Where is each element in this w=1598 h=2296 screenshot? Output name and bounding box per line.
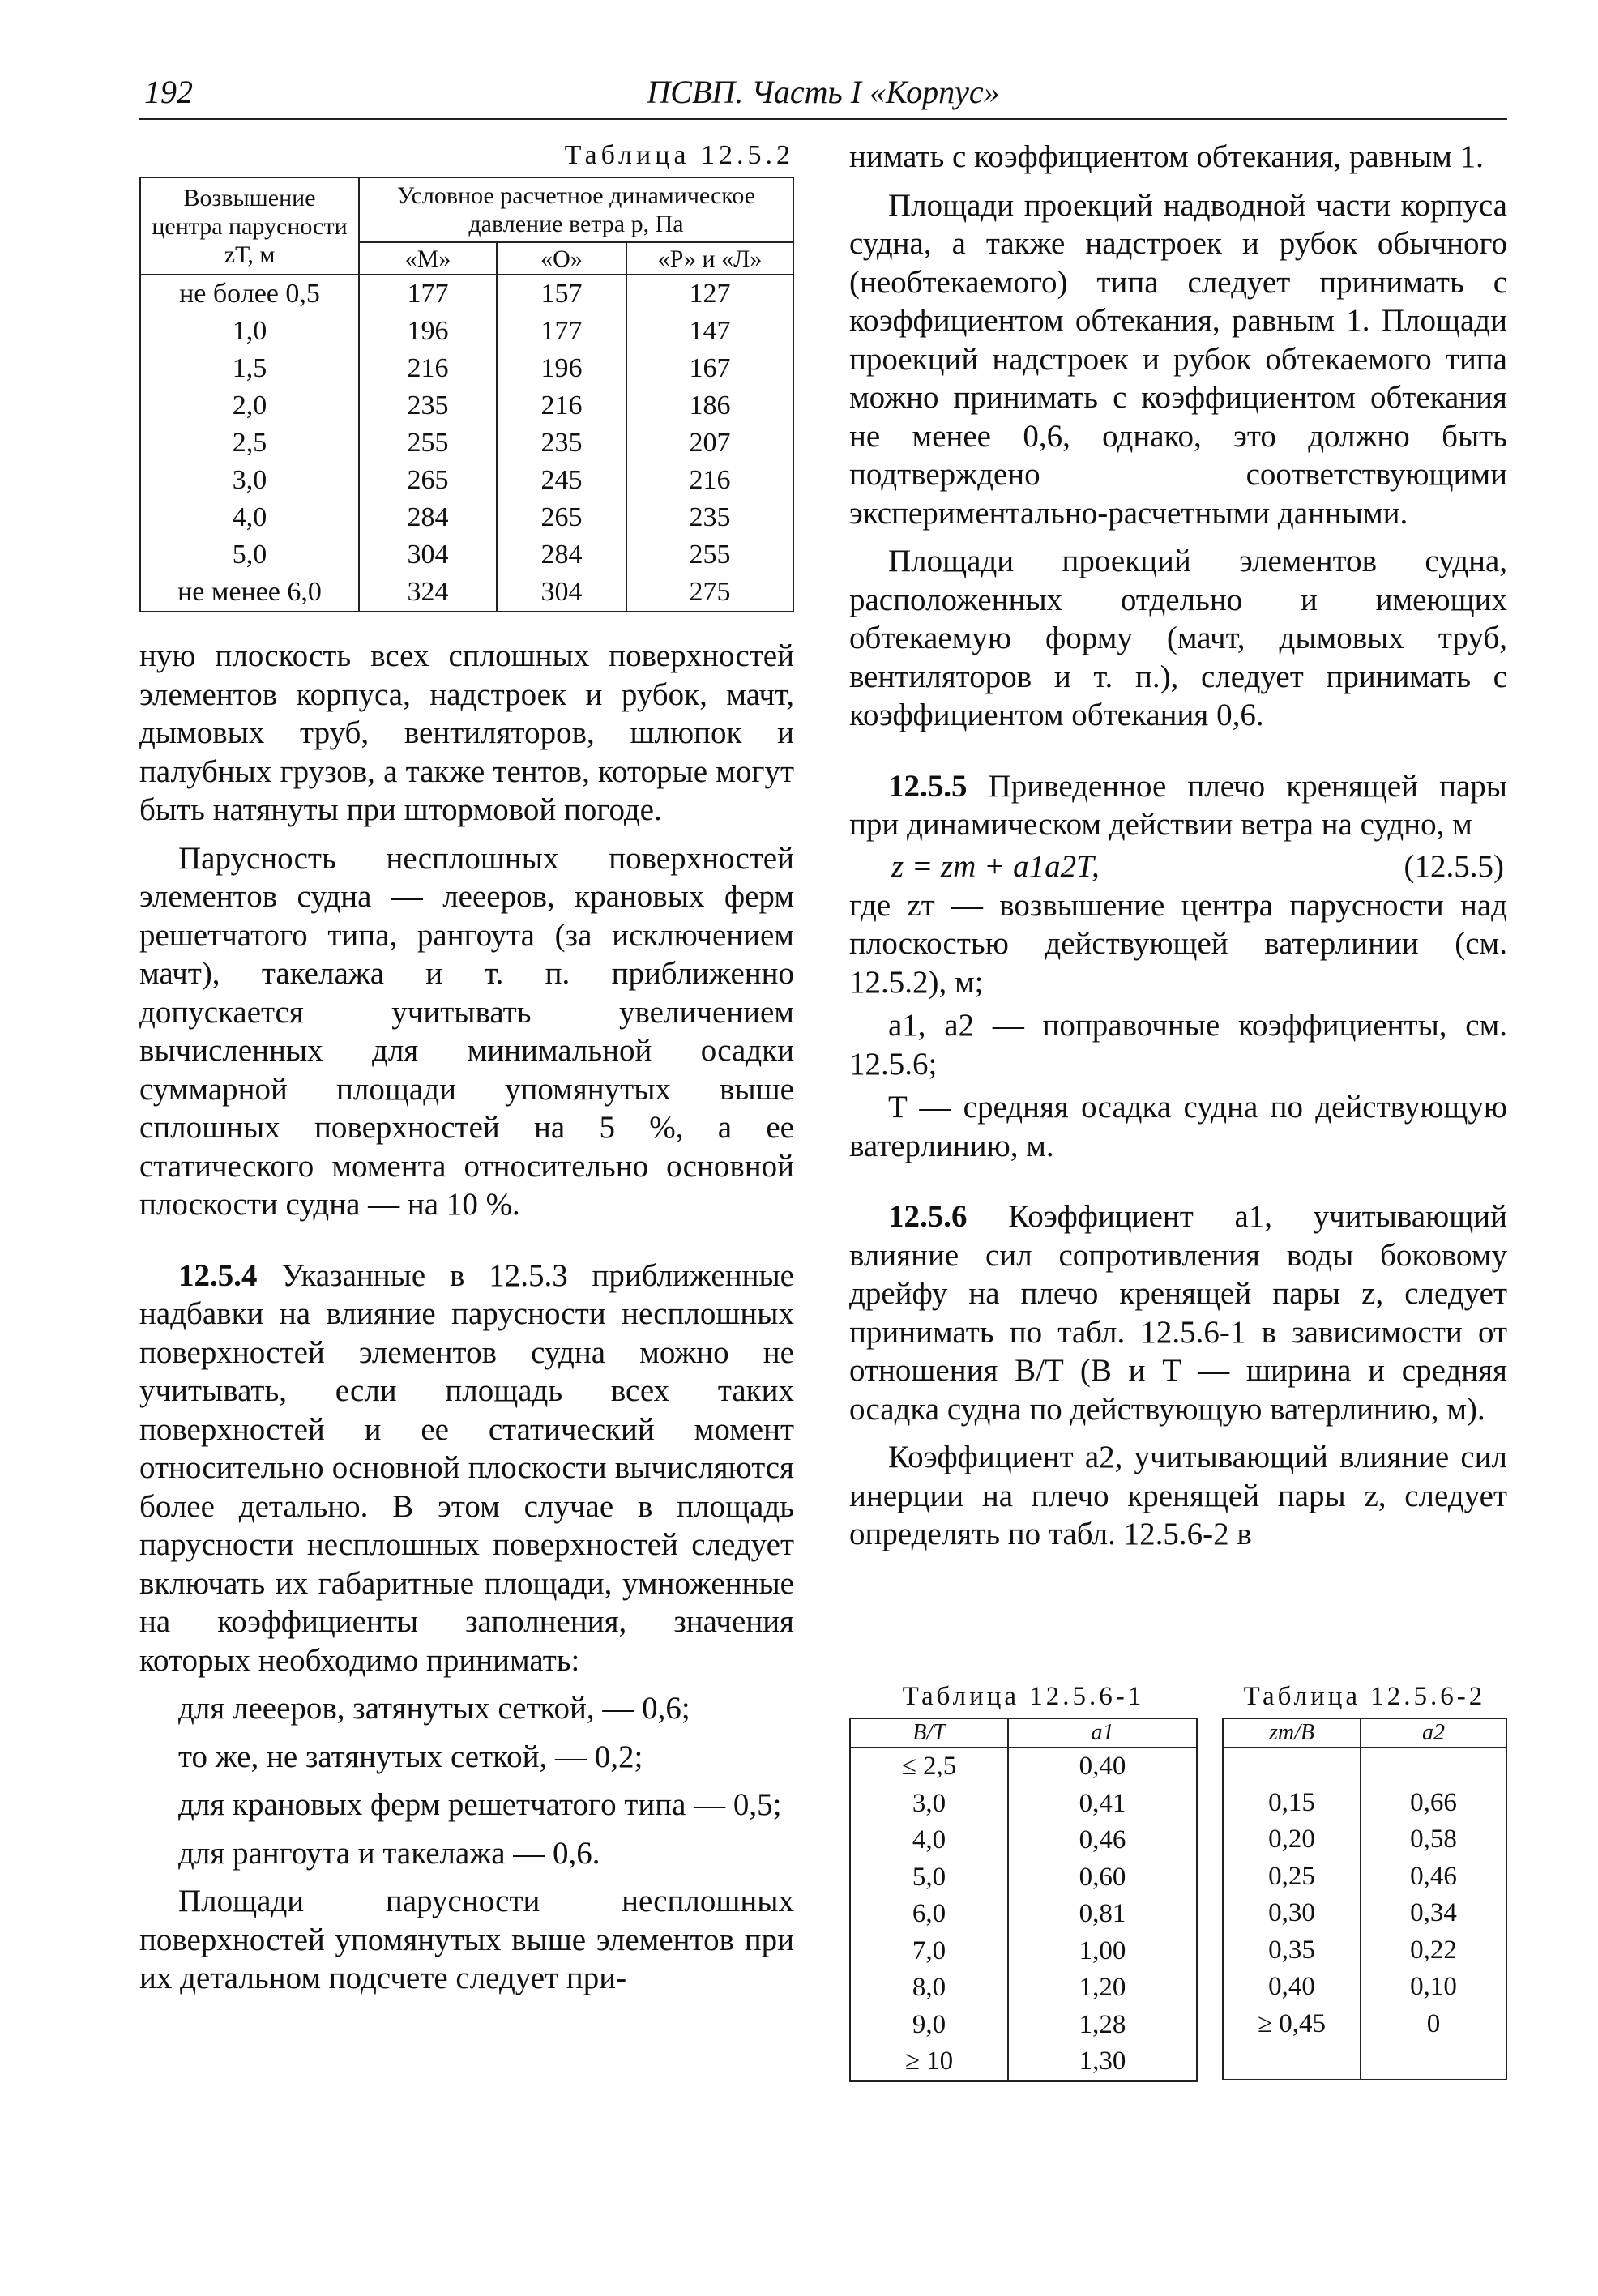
table-cell: 0,20 bbox=[1223, 1821, 1361, 1859]
right-paragraph-3: Площади проекций элементов судна, расположенных отдельно и имеющих обтекаемую форму (мачт, дымовых труб, вентиляторов и т. п.), следует принимать с коэффициентом обтекания 0,6. bbox=[849, 544, 1507, 732]
table-cell: 1,5 bbox=[140, 350, 359, 387]
table-row bbox=[850, 1748, 1197, 1786]
table-cell bbox=[1223, 1748, 1361, 1785]
table-row bbox=[1223, 1859, 1506, 1896]
table-row bbox=[850, 1970, 1197, 2007]
table-cell: 0,41 bbox=[1008, 1786, 1197, 1823]
table-cell: 1,0 bbox=[140, 313, 359, 350]
table-cell: 0,66 bbox=[1361, 1785, 1506, 1822]
table-12-5-6-1-caption: Таблица 12.5.6-1 bbox=[902, 1682, 1145, 1711]
table-row bbox=[140, 387, 793, 425]
table-cell: 1,30 bbox=[1008, 2043, 1197, 2081]
table-12-5-2 bbox=[139, 177, 794, 612]
left-paragraph-1: ную плоскость всех сплошных поверхностей элементов корпуса, надстроек и рубок, мачт, дымовых труб, вентиляторов, шлюпок и палубных грузов, а также тентов, которые могут быть натянуты при штормовой погоде. bbox=[139, 638, 794, 827]
table-cell: 2,5 bbox=[140, 425, 359, 462]
table-row bbox=[850, 2007, 1197, 2044]
table-row bbox=[1223, 1785, 1506, 1822]
table-12-5-6-2-block bbox=[1222, 1679, 1507, 2080]
right-paragraph-a2: Коэффициент a2, учитывающий влияние сил инерции на плечо кренящей пары z, следует определять по табл. 12.5.6-2 в bbox=[849, 1440, 1507, 1551]
table-cell: 284 bbox=[497, 536, 626, 574]
table-cell: 304 bbox=[359, 536, 497, 574]
where-definition-zt: где zт — возвышение центра парусности над плоскостью действующей ватерлинии (см. 12.5.2), м; bbox=[849, 887, 1507, 1000]
list-item: для рангоута и такелажа — 0,6. bbox=[178, 1835, 600, 1871]
table-row bbox=[850, 1822, 1197, 1859]
table-cell: 235 bbox=[359, 387, 497, 425]
right-paragraph-2: Площади проекций надводной части корпуса судна, а также надстроек и рубок обычного (необтекаемого) типа следует принимать с коэффициентом обтекания, равным 1. Площади проекций надстроек и рубок обтекаемого типа можно принимать с коэффициентом обтекания не менее 0,6, однако, это должно быть подтверждено соответствующими экспериментально-расчетными данными. bbox=[849, 187, 1507, 531]
section-number: 12.5.5 bbox=[888, 768, 968, 804]
table-cell: 167 bbox=[626, 350, 793, 387]
table-12-5-6-1 bbox=[849, 1718, 1198, 2082]
table-cell: 4,0 bbox=[140, 499, 359, 536]
table-cell: 0,46 bbox=[1008, 1822, 1197, 1859]
table-cell: ≤ 2,5 bbox=[850, 1748, 1008, 1786]
header-a1: a1 bbox=[1008, 1718, 1197, 1748]
subheader-o: «О» bbox=[497, 242, 626, 275]
table-cell bbox=[1361, 2042, 1506, 2080]
left-paragraph-last: Площади парусности несплошных поверхностей упомянутых выше элементов при их детальном подсчете следует при- bbox=[139, 1884, 794, 1995]
table-row bbox=[1223, 1748, 1506, 1785]
table-cell: 0,10 bbox=[1361, 1969, 1506, 2006]
table-row bbox=[1223, 1895, 1506, 1932]
table-row bbox=[140, 462, 793, 499]
table-cell: 8,0 bbox=[850, 1970, 1008, 2007]
table-cell: 0,35 bbox=[1223, 1932, 1361, 1970]
table-cell: 0 bbox=[1361, 2006, 1506, 2043]
table-cell: 186 bbox=[626, 387, 793, 425]
table-row bbox=[1223, 1932, 1506, 1970]
section-12-5-5 bbox=[849, 767, 1507, 844]
table-cell: 1,20 bbox=[1008, 1970, 1197, 2007]
section-number: 12.5.4 bbox=[178, 1257, 258, 1293]
table-row bbox=[140, 313, 793, 350]
table-cell: 0,60 bbox=[1008, 1859, 1197, 1897]
table-12-5-6-2-body bbox=[1223, 1748, 1506, 2080]
table-cell: 235 bbox=[626, 499, 793, 536]
header-a2: a2 bbox=[1361, 1718, 1506, 1748]
table-cell: 2,0 bbox=[140, 387, 359, 425]
section-text: Коэффициент a1, учитывающий влияние сил сопротивления воды боковому дрейфу на плечо кренящей пары z, следует принимать по табл. 12.5.6-1 в зависимости от отношения B/T (B и T — ширина и средняя осадка судна по действующую ватерлинию, м). bbox=[849, 1199, 1507, 1427]
table-cell: 245 bbox=[497, 462, 626, 499]
table-cell: 235 bbox=[497, 425, 626, 462]
table-row bbox=[140, 275, 793, 313]
section-12-5-4 bbox=[139, 1257, 794, 1680]
small-tables bbox=[849, 1679, 1507, 2116]
formula-12-5-5 bbox=[849, 847, 1507, 886]
table-row bbox=[140, 350, 793, 387]
right-paragraph-1: нимать с коэффициентом обтекания, равным 1. bbox=[849, 139, 1484, 174]
table-cell: 0,15 bbox=[1223, 1785, 1361, 1822]
where-definition-t: T — средняя осадка судна по действующую ватерлинию, м. bbox=[849, 1090, 1507, 1163]
col-height-header: Возвышение центра парусности zТ, м bbox=[140, 177, 359, 275]
table-cell: 0,34 bbox=[1361, 1895, 1506, 1932]
table-cell: не более 0,5 bbox=[140, 275, 359, 313]
table-cell: 265 bbox=[497, 499, 626, 536]
table-cell: 127 bbox=[626, 275, 793, 313]
group-header: Условное расчетное динамическое давление ветра p, Па bbox=[359, 177, 793, 242]
header-b-t: B/T bbox=[850, 1718, 1008, 1748]
list-item: то же, не затянутых сеткой, — 0,2; bbox=[178, 1739, 643, 1774]
formula-expression: z = zт + a1a2T, bbox=[891, 848, 1100, 884]
section-12-5-6 bbox=[849, 1197, 1507, 1428]
table-cell: 304 bbox=[497, 574, 626, 612]
table-cell: 177 bbox=[497, 313, 626, 350]
table-cell: 275 bbox=[626, 574, 793, 612]
table-cell: ≥ 10 bbox=[850, 2043, 1008, 2081]
left-paragraph-2: Парусность несплошных поверхностей элементов судна — леееров, крановых ферм решетчатого типа, рангоута (за исключением мачт), такелажа и т. п. приближенно допускается учитывать увеличением вычисленных для минимальной осадки суммарной площади упомянутых выше сплошных поверхностей на 5 %, а ее статического момента относительно основной плоскости судна — на 10 %. bbox=[139, 840, 794, 1222]
table-cell: 4,0 bbox=[850, 1822, 1008, 1859]
table-cell: 177 bbox=[359, 275, 497, 313]
header-zt-b: zт/B bbox=[1223, 1718, 1361, 1748]
table-row bbox=[1223, 2006, 1506, 2043]
table-cell: 196 bbox=[497, 350, 626, 387]
table-row bbox=[850, 1859, 1197, 1897]
right-column bbox=[849, 138, 1507, 1564]
table-cell: 0,22 bbox=[1361, 1932, 1506, 1970]
table-12-5-6-1-body bbox=[850, 1748, 1197, 2081]
table-cell bbox=[1223, 2042, 1361, 2080]
table-cell: 3,0 bbox=[850, 1786, 1008, 1823]
table-cell bbox=[1361, 1748, 1506, 1785]
table-row bbox=[140, 499, 793, 536]
table-cell: 1,00 bbox=[1008, 1933, 1197, 1970]
section-text: Приведенное плечо кренящей пары при динамическом действии ветра на судно, м bbox=[849, 768, 1507, 842]
where-definition-a: a1, a2 — поправочные коэффициенты, см. 12.5.6; bbox=[849, 1008, 1507, 1082]
list-item: для крановых ферм решетчатого типа — 0,5; bbox=[178, 1787, 782, 1822]
table-cell: 147 bbox=[626, 313, 793, 350]
table-cell: 5,0 bbox=[850, 1859, 1008, 1897]
table-cell: 7,0 bbox=[850, 1933, 1008, 1970]
table-cell: 0,40 bbox=[1008, 1748, 1197, 1786]
table-row bbox=[850, 2043, 1197, 2081]
table-cell: 196 bbox=[359, 313, 497, 350]
table-cell: 255 bbox=[626, 536, 793, 574]
list-item: для леееров, затянутых сеткой, — 0,6; bbox=[178, 1691, 690, 1726]
table-12-5-6-1-block bbox=[849, 1679, 1198, 2082]
table-cell: 216 bbox=[359, 350, 497, 387]
formula-number: (12.5.5) bbox=[1404, 848, 1504, 884]
table-12-5-2-caption: Таблица 12.5.2 bbox=[564, 140, 794, 170]
table-cell: 0,58 bbox=[1361, 1821, 1506, 1859]
table-cell: 0,30 bbox=[1223, 1895, 1361, 1932]
table-row bbox=[850, 1896, 1197, 1933]
table-row bbox=[1223, 1821, 1506, 1859]
table-12-5-2-body bbox=[140, 275, 793, 612]
table-row bbox=[140, 425, 793, 462]
table-cell: 6,0 bbox=[850, 1896, 1008, 1933]
running-title: ПСВП. Часть I «Корпус» bbox=[647, 74, 1000, 110]
subheader-m: «М» bbox=[359, 242, 497, 275]
table-cell: 207 bbox=[626, 425, 793, 462]
table-cell: 255 bbox=[359, 425, 497, 462]
table-cell: 0,46 bbox=[1361, 1859, 1506, 1896]
table-cell: 216 bbox=[497, 387, 626, 425]
table-cell: 324 bbox=[359, 574, 497, 612]
table-row bbox=[140, 574, 793, 612]
table-cell: 9,0 bbox=[850, 2007, 1008, 2044]
table-cell: 0,25 bbox=[1223, 1859, 1361, 1896]
table-cell: 284 bbox=[359, 499, 497, 536]
table-cell: 5,0 bbox=[140, 536, 359, 574]
table-cell: 0,81 bbox=[1008, 1896, 1197, 1933]
left-column bbox=[139, 138, 794, 2008]
section-number: 12.5.6 bbox=[888, 1199, 968, 1234]
section-text: Указанные в 12.5.3 приближенные надбавки на влияние парусности несплошных поверхностей элементов судна можно не учитывать, если площадь всех таких поверхностей и ее статический момент относительно основной плоскости вычисляются более детально. В этом случае в площадь парусности несплошных поверхностей следует включать их габаритные площади, умноженные на коэффициенты заполнения, значения которых необходимо принимать: bbox=[139, 1257, 794, 1678]
table-cell: 265 bbox=[359, 462, 497, 499]
table-cell: не менее 6,0 bbox=[140, 574, 359, 612]
page-number: 192 bbox=[144, 74, 193, 110]
table-cell: 3,0 bbox=[140, 462, 359, 499]
table-row bbox=[140, 536, 793, 574]
subheader-r-l: «Р» и «Л» bbox=[626, 242, 793, 275]
table-row bbox=[1223, 1969, 1506, 2006]
table-cell: 1,28 bbox=[1008, 2007, 1197, 2044]
table-cell: ≥ 0,45 bbox=[1223, 2006, 1361, 2043]
table-12-5-6-2-caption: Таблица 12.5.6-2 bbox=[1243, 1682, 1486, 1711]
table-cell: 216 bbox=[626, 462, 793, 499]
table-cell: 157 bbox=[497, 275, 626, 313]
table-cell: 0,40 bbox=[1223, 1969, 1361, 2006]
page-header bbox=[139, 71, 1507, 120]
table-row bbox=[850, 1933, 1197, 1970]
table-row bbox=[850, 1786, 1197, 1823]
table-12-5-6-2 bbox=[1222, 1718, 1507, 2080]
table-row bbox=[1223, 2042, 1506, 2080]
